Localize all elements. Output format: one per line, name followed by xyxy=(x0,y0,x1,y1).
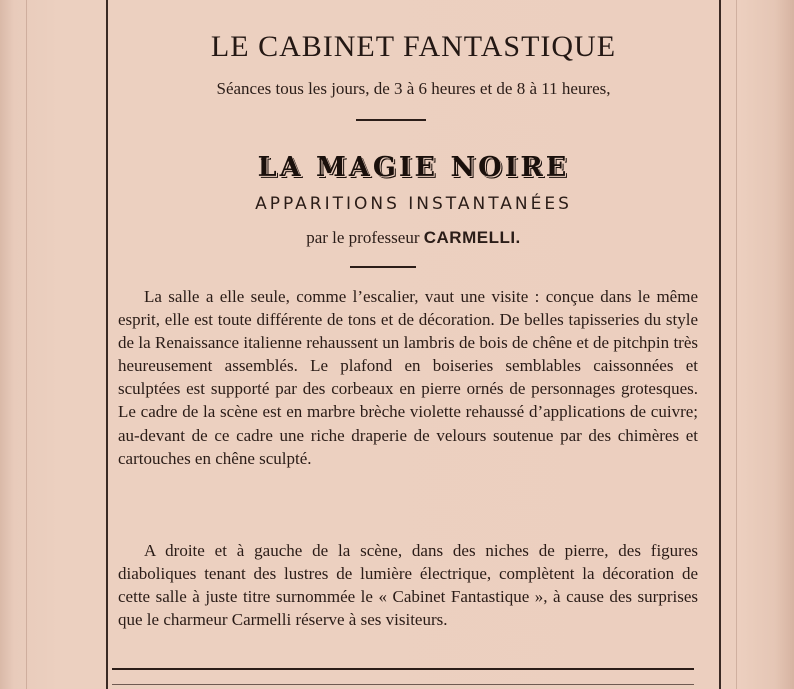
paragraph-text: A droite et à gauche de la scène, dans des niches de pierre, des figures diaboliques tenant des lustres de lumière électrique, complètent la décoration de cette salle à juste titre surnommée le « Cabinet Fantastique », à cause des surprises que le charmeur Carmelli réserve à ses visiteurs. xyxy=(118,541,698,630)
bottom-rule xyxy=(112,668,694,670)
show-subheading: APPARITIONS INSTANTANÉES xyxy=(255,194,572,214)
bottom-rule-lower xyxy=(112,684,694,685)
schedule-subtitle: Séances tous les jours, de 3 à 6 heures et de 8 à 11 heures, xyxy=(216,79,611,98)
page-fold-line xyxy=(26,0,27,689)
show-heading: LA MAGIE NOIRE xyxy=(257,152,570,183)
paragraph xyxy=(118,285,698,470)
page-title: LE CABINET FANTASTIQUE xyxy=(210,30,617,63)
right-margin-line xyxy=(736,0,737,689)
byline-prefix: par le professeur xyxy=(306,228,420,247)
left-border-rule xyxy=(106,0,108,689)
divider-rule xyxy=(356,119,426,121)
byline xyxy=(108,228,719,248)
right-border-rule xyxy=(719,0,721,689)
paragraph-text: La salle a elle seule, comme l’escalier, vaut une visite : conçue dans le même esprit, elle est toute différente de tons et de décoration. De belles tapisseries du style de la Renaissance italienne rehaussent un lambris de bois de chêne et de pitchpin très heureusement assemblés. Le plafond en boiseries semblables caissonnées et sculptées est supporté par des corbeaux en pierre ornés de personnages grotesques. Le cadre de la scène est en marbre brèche violette rehaussé d’applications de cuivre; au-devant de ce cadre une riche draperie de velours soutenue par des chimères et cartouches en chêne sculpté. xyxy=(118,287,698,468)
paragraph xyxy=(118,539,698,631)
byline-name: CARMELLI. xyxy=(423,228,521,247)
divider-rule xyxy=(350,266,416,268)
